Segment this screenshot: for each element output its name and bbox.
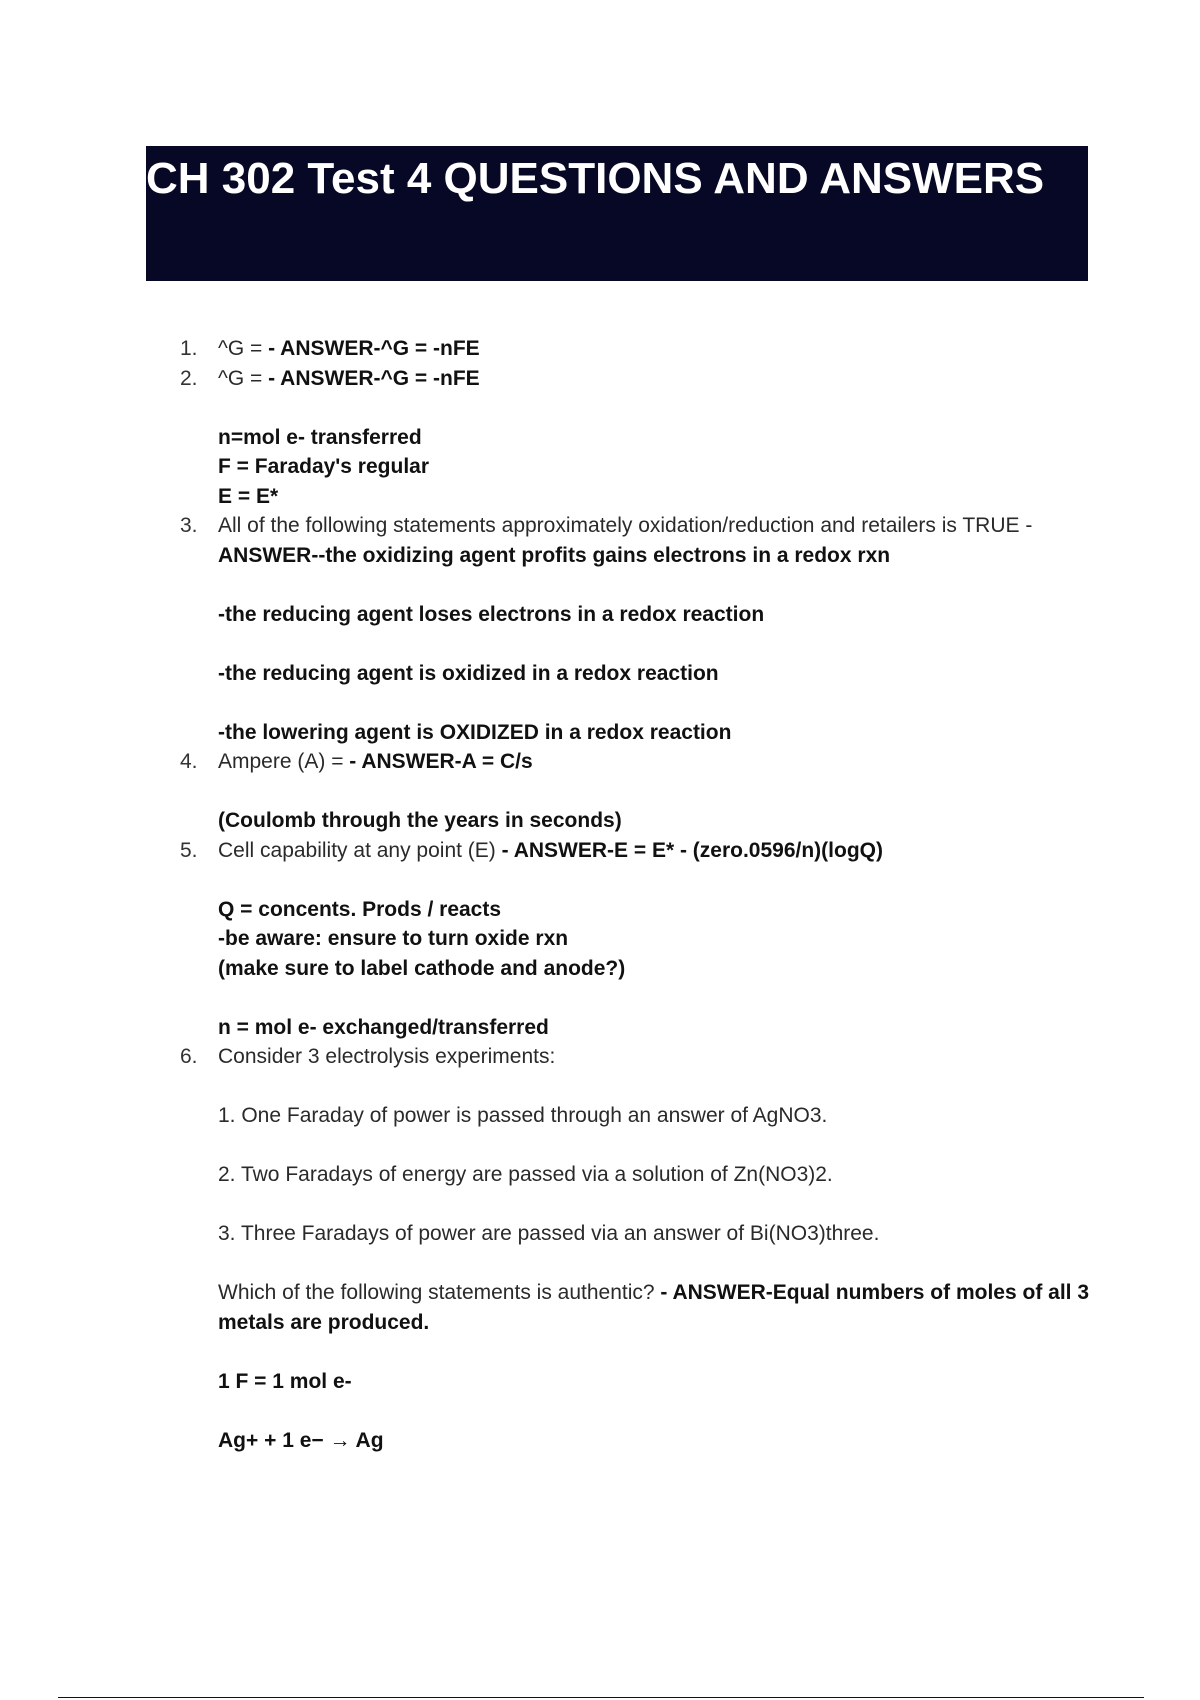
answer-detail: -the reducing agent loses electrons in a redox reaction <box>218 602 765 626</box>
list-item <box>180 836 1090 1043</box>
item-number: 6. <box>180 1045 198 1068</box>
list-item <box>180 364 1090 512</box>
answer-text: - ANSWER-^G = -nFE <box>268 337 480 360</box>
question-text: Consider 3 electrolysis experiments: <box>218 1045 556 1068</box>
qa-list <box>180 334 1090 1455</box>
item-number: 3. <box>180 514 198 537</box>
answer-text: ANSWER--the oxidizing agent profits gains electrons in a redox rxn <box>218 543 891 567</box>
answer-detail: (make sure to label cathode and anode?) <box>218 956 626 980</box>
item-number: 2. <box>180 366 198 390</box>
list-item <box>180 511 1090 747</box>
answer-detail: 1 F = 1 mol e- <box>218 1369 352 1393</box>
followup-question-text: Which of the following statements is authentic? <box>218 1281 661 1304</box>
answer-detail: Q = concents. Prods / reacts <box>218 897 502 921</box>
question-text: Ampere (A) = <box>218 750 350 773</box>
list-item <box>180 747 1090 836</box>
list-item <box>180 1042 1090 1455</box>
list-item <box>180 334 1090 364</box>
question-text: Cell capability at any point (E) <box>218 838 502 862</box>
item-number: 1. <box>180 337 198 360</box>
answer-detail: -the reducing agent is oxidized in a redox reaction <box>218 661 719 685</box>
document-title: CH 302 Test 4 QUESTIONS AND ANSWERS <box>146 154 1045 203</box>
item-number: 5. <box>180 838 198 862</box>
answer-detail: n = mol e- exchanged/transferred <box>218 1015 549 1039</box>
answer-detail: Ag+ + 1 e− → Ag <box>218 1428 384 1452</box>
answer-detail: -the lowering agent is OXIDIZED in a redox reaction <box>218 720 732 744</box>
experiment-text: 1. One Faraday of power is passed through an answer of AgNO3. <box>218 1104 828 1127</box>
question-text: ^G = <box>218 366 269 390</box>
question-text: All of the following statements approximately oxidation/reduction and retailers is TRUE - <box>218 514 1033 537</box>
experiment-text: 3. Three Faradays of power are passed via an answer of Bi(NO3)three. <box>218 1222 880 1245</box>
answer-text: - ANSWER-Equal numbers of moles of all 3 metals are produced. <box>218 1281 1090 1334</box>
answer-detail: -be aware: ensure to turn oxide rxn <box>218 927 569 950</box>
answer-text: - ANSWER-E = E* - (zero.0596/n)(logQ) <box>501 838 883 862</box>
question-text: ^G = <box>218 337 269 360</box>
answer-detail: E = E* <box>218 484 279 508</box>
answer-detail: F = Faraday's regular <box>218 455 430 478</box>
experiment-text: 2. Two Faradays of energy are passed via a solution of Zn(NO3)2. <box>218 1163 833 1186</box>
answer-detail: n=mol e- transferred <box>218 425 422 449</box>
answer-text: - ANSWER-^G = -nFE <box>268 366 480 390</box>
item-number: 4. <box>180 750 198 773</box>
title-banner <box>146 146 1088 281</box>
answer-text: - ANSWER-A = C/s <box>349 750 533 773</box>
answer-detail: (Coulomb through the years in seconds) <box>218 809 622 832</box>
page-bottom-rule <box>58 1697 1144 1698</box>
